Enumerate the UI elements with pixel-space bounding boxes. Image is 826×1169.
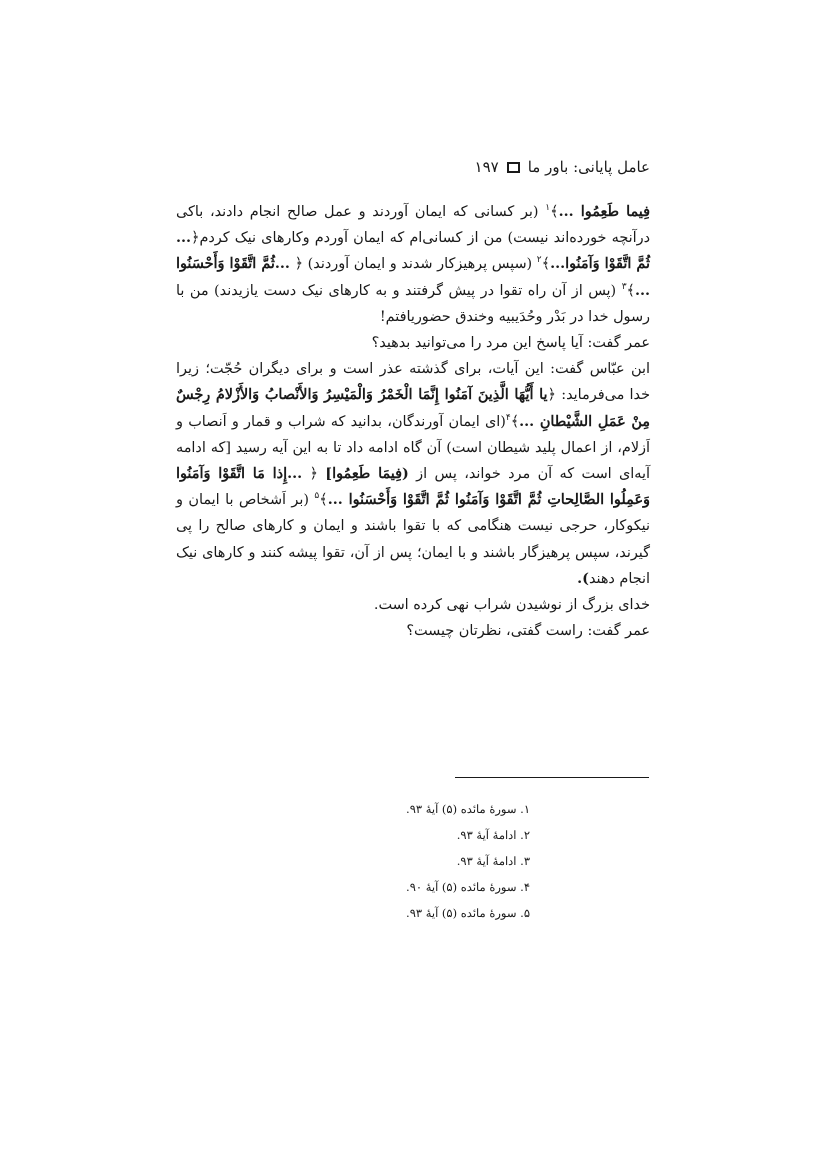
running-title: عامل پایانی: باور ما (527, 158, 650, 176)
paragraph-2: عمر گفت: آیا پاسخ این مرد را می‌توانید بدهید؟ (371, 335, 650, 352)
footnote-ref: ۴ (505, 412, 511, 423)
footnote-1: ۱. سورهٔ مائده (۵) آیهٔ ۹۳. (406, 802, 530, 816)
paragraph-4: خدای بزرگ از نوشیدن شراب نهی کرده است. (373, 597, 650, 614)
paragraph-5: عمر گفت: راست گفتی، نظرتان چیست؟ (406, 623, 650, 640)
text-run: ﴿ (547, 387, 556, 404)
quran-quote: (فِيمَا طَعِمُوا] (325, 465, 409, 483)
quran-quote: ... ثُمَّ اتَّقَوْا وَآمَنُوا... (176, 229, 650, 273)
footnote-ref: ۱ (545, 203, 551, 214)
footnote-ref: ۵ (314, 491, 320, 502)
paragraph-1 (176, 199, 650, 330)
text-run: ﴿ (302, 466, 326, 483)
paragraph-3 (176, 356, 650, 592)
text-run: ﴾ (550, 204, 559, 220)
text-run: ﴿ (289, 256, 304, 273)
text-run: (سپس پرهیزکار شدند و ایمان آوردند) (303, 256, 537, 273)
quran-quote: يا أَيُّهَا الَّذِينَ آمَنُوا إِنَّمَا الْخَمْرُ وَالْمَيْسِرُ وَالأَنْصابُ وَالأَزْلامُ رِجْسٌ مِنْ عَمَلِ الشَّيْطانِ ... (176, 386, 650, 430)
text-run: ﴾ (626, 282, 635, 299)
footnote-ref: ۲ (536, 255, 542, 266)
footnote-divider (455, 777, 649, 778)
text-run: (بر کسانی که ایمان آوردند و عمل صالح انجام دادند، باکی درآنچه خورده‌اند نیست) من از کسانی‌ام که ایمان آوردم وکارهای نیک کردم (176, 204, 650, 247)
text-run: ابن عبّاس گفت: این آیات، برای گذشته عذر است و برای دیگران حُجّت؛ زیرا خدا می‌فرماید: (176, 361, 650, 404)
quran-quote: ...إِذا مَا اتَّقَوْا وَآمَنُوا وَعَمِلُوا الصَّالِحاتِ ثُمَّ اتَّقَوْا وَآمَنُوا ثُمَّ اتَّقَوْا وَأَحْسَنُوا ... (176, 465, 650, 509)
footnote-2: ۲. ادامهٔ آیهٔ ۹۳. (456, 828, 530, 842)
text-run: (پس از آن راه تقوا در پیش گرفتند و به کارهای نیک دست یازیدند) من با رسول خدا در بَدْر وحُدَیبیه وخندق حضوریافتم! (176, 282, 650, 325)
text-run: ﴾ (541, 256, 551, 273)
text-run: ﴿ (191, 230, 200, 247)
page-number: ۱۹۷ (474, 158, 499, 176)
footnote-3: ۳. ادامهٔ آیهٔ ۹۳. (456, 854, 530, 868)
footnote-4: ۴. سورهٔ مائده (۵) آیهٔ ۹۰. (406, 880, 530, 894)
square-ornament-icon (507, 162, 520, 173)
running-header (475, 158, 650, 176)
text-run: (بر اَشخاص با ایمان و نیکوکار، حرجی نیست هنگامی که با تقوا باشند و ایمان و کارهای صالح را پی گیرند، سپس پرهیزگار باشند و با ایمان؛ پس از آن، تقوا پیشه کنند و کارهای نیک انجام دهند (176, 492, 650, 587)
body-text (176, 199, 650, 644)
footnote-ref: ۳ (621, 281, 627, 292)
quran-quote: ...ثُمَّ اتَّقَوْا وَأَحْسَنُوا ... (176, 255, 650, 299)
footnotes (330, 796, 530, 926)
quran-quote: فِيما طَعِمُوا ... (558, 203, 651, 220)
footnote-5: ۵. سورهٔ مائده (۵) آیهٔ ۹۳. (406, 906, 530, 920)
text-run: ﴾ (319, 492, 328, 509)
text-run: ﴾ (510, 413, 520, 430)
quran-quote: ). (577, 569, 589, 587)
text-run: (ای ایمان آورندگان، بدانید که شراب و قمار و اَنصاب و اَزلام، از اعمال پلید شیطان است) آن گاه ادامه داد تا به این آیه رسید [که ادامه آیه‌ای است که آن مرد خواند، پس از (176, 413, 650, 483)
